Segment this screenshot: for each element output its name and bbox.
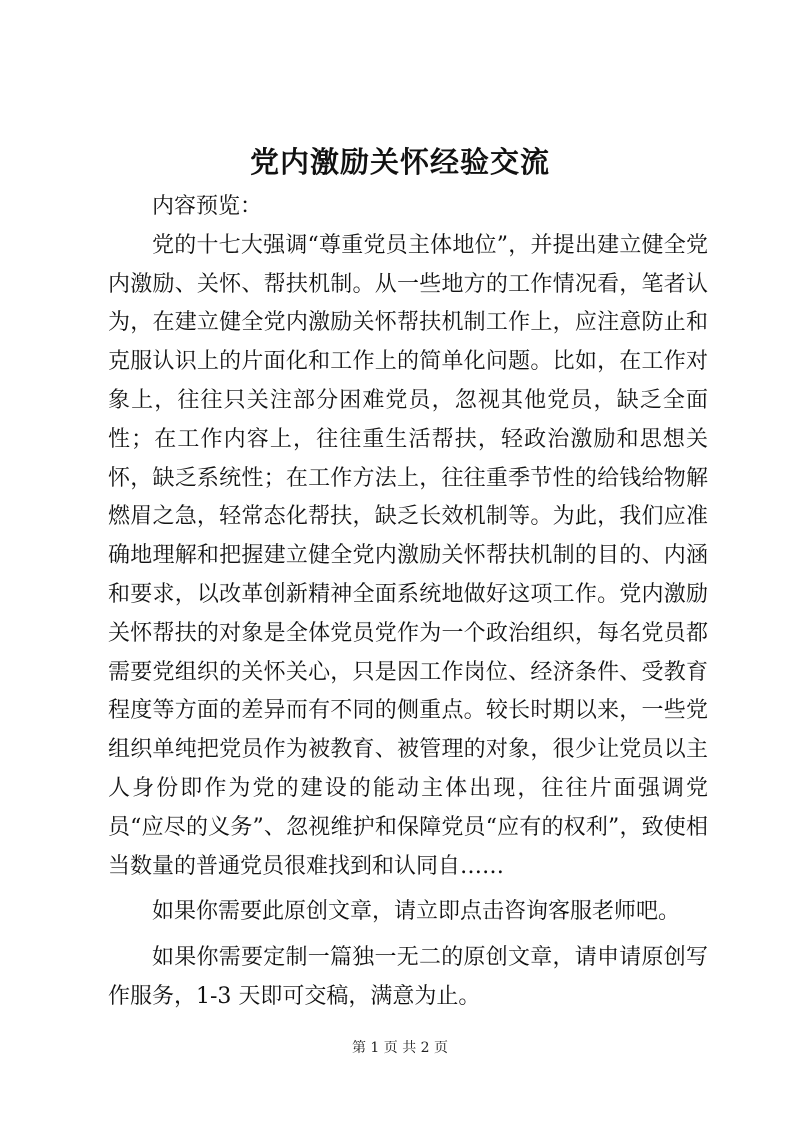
custom-writing-paragraph: 如果你需要定制一篇独一无二的原创文章，请申请原创写作服务，1-3 天即可交稿，满意为止。 bbox=[108, 945, 708, 1009]
document-title: 党内激励关怀经验交流 bbox=[249, 145, 550, 179]
consult-paragraph: 如果你需要此原创文章，请立即点击咨询客服老师吧。 bbox=[152, 899, 681, 925]
page-indicator: 第 1 页 共 2 页 bbox=[351, 1040, 449, 1056]
document-body bbox=[108, 188, 708, 1017]
main-paragraph: 党的十七大强调“尊重党员主体地位”，并提出建立健全党内激励、关怀、帮扶机制。从一些地方的工作情况看，笔者认为，在建立健全党内激励关怀帮扶机制工作上，应注意防止和克服认识上的片面化和工作上的简单化问题。比如，在工作对象上，往往只关注部分困难党员，忽视其他党员，缺乏全面性；在工作内容上，往往重生活帮扶，轻政治激励和思想关怀，缺乏系统性；在工作方法上，往往重季节性的给钱给物解燃眉之急，轻常态化帮扶，缺乏长效机制等。为此，我们应准确地理解和把握建立健全党内激励关怀帮扶机制的目的、内涵和要求，以改革创新精神全面系统地做好这项工作。党内激励关怀帮扶的对象是全体党员党作为一个政治组织，每名党员都需要党组织的关怀关心，只是因工作岗位、经济条件、受教育程度等方面的差异而有不同的侧重点。较长时期以来，一些党组织单纯把党员作为被教育、被管理的对象，很少让党员以主人身份即作为党的建设的能动主体出现，往往片面强调党员“应尽的义务”、忽视维护和保障党员“应有的权利”，致使相当数量的普通党员很难找到和认同自…… bbox=[108, 232, 708, 879]
preview-label: 内容预览： bbox=[152, 194, 263, 219]
